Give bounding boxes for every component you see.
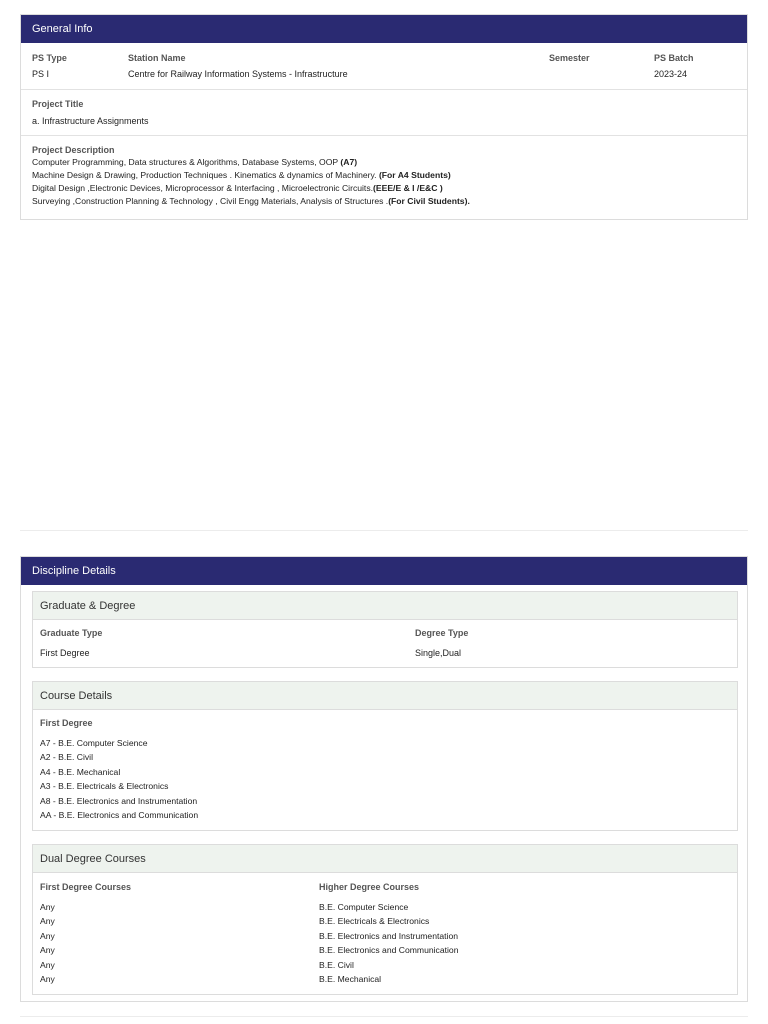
section-divider (20, 530, 748, 531)
first-degree-course-item: Any (40, 974, 55, 985)
first-degree-courses-list (40, 900, 55, 986)
course-item: A4 - B.E. Mechanical (40, 766, 121, 777)
station-name-value: Centre for Railway Information Systems - Infrastructure (128, 69, 348, 79)
course-details-card (32, 681, 738, 831)
first-degree-course-item: Any (40, 916, 55, 927)
project-description-text (32, 156, 470, 208)
project-title-row (21, 90, 747, 136)
course-details-header: Course Details (33, 682, 737, 710)
description-line: Surveying ,Construction Planning & Technology , Civil Engg Materials, Analysis of Structures .(For Civil Students). (32, 196, 470, 206)
graduate-degree-card (32, 591, 738, 668)
project-title-value: a. Infrastructure Assignments (32, 116, 149, 126)
ps-batch-value: 2023-24 (654, 69, 688, 79)
degree-type-label: Degree Type (415, 628, 469, 638)
higher-degree-course-item: B.E. Computer Science (319, 902, 409, 912)
description-line: Computer Programming, Data structures & Algorithms, Database Systems, OOP (A7) (32, 157, 358, 167)
dual-degree-card (32, 844, 738, 995)
semester-label: Semester (549, 53, 590, 63)
project-description-label: Project Description (32, 145, 115, 155)
higher-degree-courses-label: Higher Degree Courses (319, 882, 420, 892)
graduate-degree-header: Graduate & Degree (33, 592, 737, 620)
first-degree-course-item: Any (40, 902, 55, 912)
higher-degree-course-item: B.E. Electronics and Communication (319, 945, 459, 956)
ps-info-row (21, 43, 747, 90)
first-degree-course-item: Any (40, 959, 55, 970)
general-info-header: General Info (21, 15, 747, 43)
graduate-type-value: First Degree (40, 648, 90, 658)
first-degree-courses-label: First Degree Courses (40, 882, 132, 892)
general-info-panel (20, 14, 748, 220)
dual-degree-header: Dual Degree Courses (33, 845, 737, 873)
course-item: A3 - B.E. Electricals & Electronics (40, 781, 169, 792)
course-item: A7 - B.E. Computer Science (40, 738, 148, 748)
degree-type-value: Single,Dual (415, 648, 462, 658)
ps-type-label: PS Type (32, 53, 67, 63)
course-item: A8 - B.E. Electronics and Instrumentation (40, 795, 198, 806)
description-line: Machine Design & Drawing, Production Techniques . Kinematics & dynamics of Machinery. (For A4 Students) (32, 170, 451, 180)
higher-degree-course-item: B.E. Electricals & Electronics (319, 916, 430, 927)
course-item: AA - B.E. Electronics and Communication (40, 810, 199, 821)
project-title-label: Project Title (32, 99, 84, 109)
station-name-label: Station Name (128, 53, 186, 63)
higher-degree-course-item: B.E. Mechanical (319, 974, 382, 985)
course-item: A2 - B.E. Civil (40, 752, 94, 763)
graduate-type-label: Graduate Type (40, 628, 103, 638)
discipline-details-panel (20, 556, 748, 1002)
description-line: Digital Design ,Electronic Devices, Microprocessor & Interfacing , Microelectronic Circuits.(EEE/E & I /E&C ) (32, 183, 443, 193)
discipline-details-header: Discipline Details (21, 557, 747, 585)
project-description-row (21, 136, 747, 219)
higher-degree-course-item: B.E. Civil (319, 959, 354, 970)
higher-degree-course-item: B.E. Electronics and Instrumentation (319, 930, 459, 941)
course-list (40, 736, 198, 822)
ps-type-value: PS I (32, 69, 50, 79)
first-degree-label: First Degree (40, 718, 93, 728)
ps-batch-label: PS Batch (654, 53, 694, 63)
first-degree-course-item: Any (40, 945, 55, 956)
first-degree-course-item: Any (40, 930, 55, 941)
footer-divider (20, 1016, 748, 1017)
higher-degree-courses-list (319, 900, 458, 986)
